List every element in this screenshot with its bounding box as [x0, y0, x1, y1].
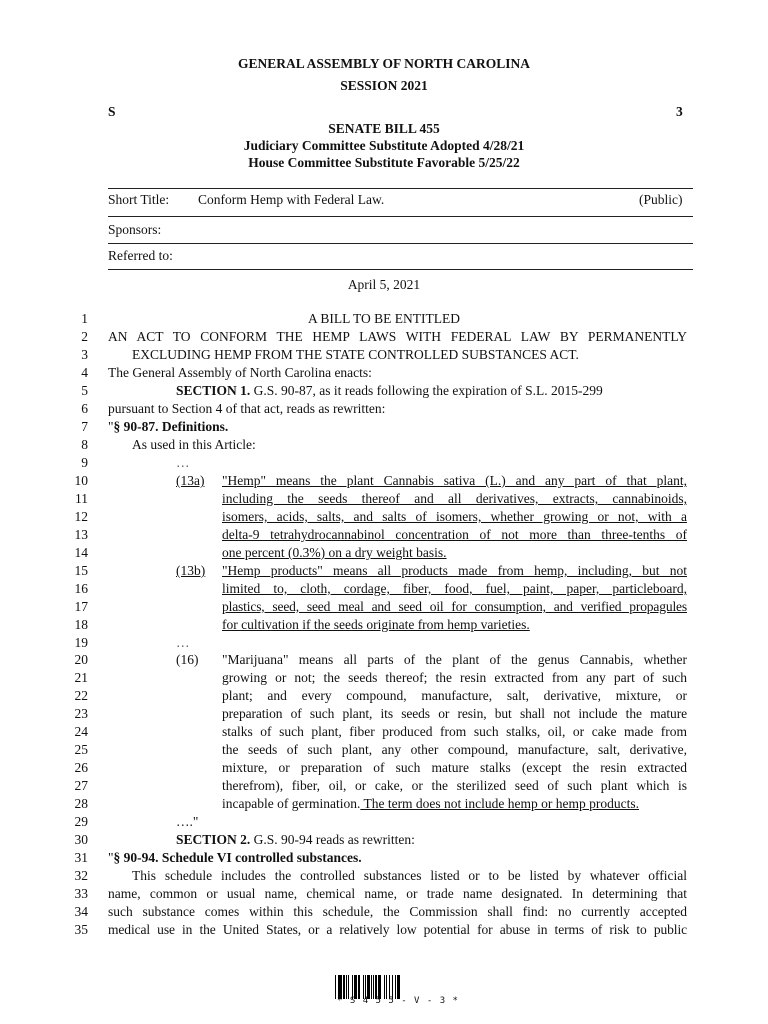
marijuana-text: incapable of germination. [222, 796, 361, 811]
line-number: 6 [81, 401, 88, 416]
statute-heading-text: § 90-87. Definitions. [113, 419, 229, 434]
line-number: 27 [74, 778, 88, 793]
line-number: 25 [74, 742, 88, 757]
session-title: SESSION 2021 [340, 78, 428, 93]
referred-label: Referred to: [108, 248, 173, 263]
section-1-text: G.S. 90-87, as it reads following the expiration of S.L. 2015-299 [250, 383, 603, 398]
barcode-text: * S 4 5 5 - V - 3 * [337, 996, 459, 1006]
line-number: 23 [74, 706, 88, 721]
enacting-clause: The General Assembly of North Carolina enacts: [108, 365, 372, 380]
public-tag: (Public) [639, 192, 683, 207]
hemp-exclusion-text: The term does not include hemp or hemp products. [360, 796, 640, 811]
body-line: As used in this Article: [132, 437, 256, 452]
hemp-products-line: limited to, cloth, cordage, fiber, food, fuel, paint, paper, particleboard, [222, 581, 687, 596]
line-number: 29 [74, 814, 88, 829]
act-title-line: EXCLUDING HEMP FROM THE STATE CONTROLLED SUBSTANCES ACT. [132, 347, 579, 362]
line-number: 8 [81, 437, 88, 452]
statute-heading [108, 849, 362, 867]
sponsors-label: Sponsors: [108, 222, 162, 237]
divider [108, 188, 693, 189]
line-number: 7 [81, 419, 88, 434]
introduced-date: April 5, 2021 [347, 277, 421, 292]
marijuana-definition-line: plant; and every compound, manufacture, salt, derivative, mixture, or [222, 688, 687, 703]
section-1-label: SECTION 1. [176, 383, 251, 398]
line-number: 18 [74, 617, 88, 632]
hemp-definition-line: delta-9 tetrahydrocannabinol concentration of not more than three-tenths of [222, 527, 687, 542]
line-number: 35 [74, 922, 88, 937]
statute-heading [108, 418, 228, 436]
marijuana-definition-line: growing or not; the seeds thereof; the resin extracted from any part of such [222, 670, 687, 685]
line-number: 11 [75, 491, 88, 506]
divider [108, 243, 693, 244]
section-2-line [176, 831, 415, 849]
hemp-definition-line: one percent (0.3%) on a dry weight basis. [222, 545, 447, 560]
ellipsis: … [176, 635, 190, 650]
subdivision-number: (13a) [176, 473, 205, 488]
section-2-label: SECTION 2. [176, 832, 251, 847]
line-number: 28 [74, 796, 88, 811]
line-number: 1 [81, 311, 88, 326]
section-1-line [176, 382, 603, 400]
hemp-definition-line: including the seeds thereof and all derivatives, extracts, cannabinoids, [222, 491, 687, 506]
line-number: 17 [74, 599, 88, 614]
line-number: 22 [74, 688, 88, 703]
chamber-letter: S [108, 104, 116, 119]
subdivision-number: (16) [176, 652, 199, 667]
line-number: 31 [74, 850, 88, 865]
statute-heading-text: § 90-94. Schedule VI controlled substances. [113, 850, 362, 865]
ellipsis: … [176, 455, 190, 470]
body-line: pursuant to Section 4 of that act, reads as rewritten: [108, 401, 386, 416]
line-number: 10 [74, 473, 88, 488]
assembly-title: GENERAL ASSEMBLY OF NORTH CAROLINA [237, 56, 531, 71]
short-title: Conform Hemp with Federal Law. [198, 192, 385, 207]
schedule-text-line: name, common or usual name, chemical name, or trade name designated. In determining that [108, 886, 687, 901]
marijuana-definition-line: mixture, or preparation of such mature stalks (except the resin extracted [222, 760, 687, 775]
line-number: 19 [74, 635, 88, 650]
line-number: 13 [74, 527, 88, 542]
line-number: 33 [74, 886, 88, 901]
line-number: 14 [74, 545, 88, 560]
line-number: 5 [81, 383, 88, 398]
divider [108, 216, 693, 217]
divider [108, 269, 693, 270]
house-substitute: House Committee Substitute Favorable 5/25/22 [248, 155, 520, 170]
line-number: 24 [74, 724, 88, 739]
line-number: 30 [74, 832, 88, 847]
hemp-products-line: plastics, seed, seed meal and seed oil for consumption, and verified propagules [222, 599, 687, 614]
open-quote: " [108, 850, 114, 865]
bill-title: SENATE BILL 455 [328, 121, 440, 136]
line-number: 26 [74, 760, 88, 775]
line-number: 15 [74, 563, 88, 578]
marijuana-definition-line: therefrom), fiber, oil, or cake, or the sterilized seed of such plant which is [222, 778, 687, 793]
hemp-products-line: "Hemp products" means all products made from hemp, including, but not [222, 563, 687, 578]
line-number: 4 [81, 365, 88, 380]
line-number: 34 [74, 904, 88, 919]
hemp-definition-line: "Hemp" means the plant Cannabis sativa (L.) and any part of that plant, [222, 473, 687, 488]
line-number: 3 [81, 347, 88, 362]
ellipsis-close: …." [176, 814, 199, 829]
version-number: 3 [676, 104, 683, 119]
marijuana-definition-line: stalks of such plant, fiber produced from such stalks, oil, or cake made from [222, 724, 687, 739]
line-number: 32 [74, 868, 88, 883]
open-quote: " [108, 419, 114, 434]
subdivision-number: (13b) [176, 563, 206, 578]
marijuana-definition-line: "Marijuana" means all parts of the plant of the genus Cannabis, whether [222, 652, 687, 667]
schedule-text-line: medical use in the United States, or a relatively low potential for abuse in terms of risk to public [108, 922, 687, 937]
act-title-line: AN ACT TO CONFORM THE HEMP LAWS WITH FEDERAL LAW BY PERMANENTLY [108, 329, 687, 344]
line-number: 21 [74, 670, 88, 685]
marijuana-definition-line: the seeds of such plant, any other compound, manufacture, salt, derivative, [222, 742, 687, 757]
section-2-text: G.S. 90-94 reads as rewritten: [250, 832, 415, 847]
line-number: 12 [74, 509, 88, 524]
bill-heading: A BILL TO BE ENTITLED [308, 311, 460, 326]
short-title-label: Short Title: [108, 192, 170, 207]
line-number: 9 [81, 455, 88, 470]
marijuana-definition-line: preparation of such plant, its seeds or resin, but shall not include the mature [222, 706, 687, 721]
line-number: 2 [81, 329, 88, 344]
schedule-text-line: This schedule includes the controlled substances listed or to be listed by whatever official [132, 868, 687, 883]
line-number: 20 [74, 652, 88, 667]
schedule-text-line: such substance comes within this schedule, the Commission shall find: no currently accepted [108, 904, 687, 919]
hemp-definition-line: isomers, acids, salts, and salts of isomers, whether growing or not, with a [222, 509, 687, 524]
line-number: 16 [74, 581, 88, 596]
marijuana-definition-line [222, 795, 639, 813]
hemp-products-line: for cultivation if the seeds originate from hemp varieties. [222, 617, 530, 632]
judiciary-substitute: Judiciary Committee Substitute Adopted 4/28/21 [243, 138, 525, 153]
